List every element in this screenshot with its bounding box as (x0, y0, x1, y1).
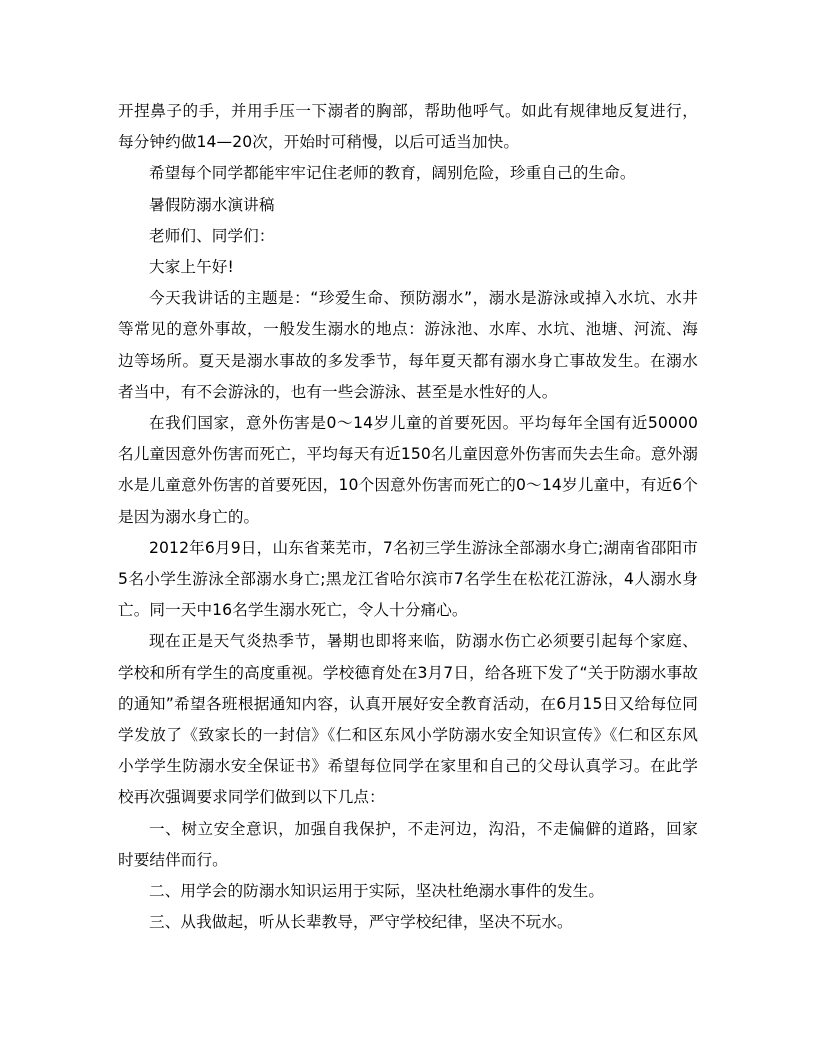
paragraph-incident: 2012年6月9日，山东省莱芜市，7名初三学生游泳全部溺水身亡;湖南省邵阳市5名小学生游泳全部溺水身亡;黑龙江省哈尔滨市7名学生在松花江游泳，4人溺水身亡。同一天中16名学生溺水死亡，令人十分痛心。 (118, 538, 698, 620)
speech-title: 暑假防溺水演讲稿 (149, 195, 275, 214)
paragraph-statistics: 在我们国家，意外伤害是0～14岁儿童的首要死因。平均每年全国有近50000名儿童因意外伤害而死亡，平均每天有近150名儿童因意外伤害而失去生命。意外溺水是儿童意外伤害的首要死因，10个因意外伤害而死亡的0～14岁儿童中，有近6个是因为溺水身亡的。 (118, 414, 698, 526)
paragraph-school-measures: 现在正是天气炎热季节，暑期也即将来临，防溺水伤亡必须要引起每个家庭、学校和所有学生的高度重视。学校德育处在3月7日，给各班下发了“关于防溺水事故的通知”希望各班根据通知内容，认真开展好安全教育活动，在6月15日又给每位同学发放了《致家长的一封信》《仁和区东风小学防溺水安全知识宣传》《仁和区东风小学学生防溺水安全保证书》希望每位同学在家里和自己的父母认真学习。在此学校再次强调要求同学们做到以下几点： (118, 632, 698, 807)
salutation: 老师们、同学们： (149, 226, 275, 245)
list-item-2: 二、用学会的防溺水知识运用于实际，坚决杜绝溺水事件的发生。 (149, 882, 605, 901)
list-item-1: 一、树立安全意识，加强自我保护，不走河边，沟沿，不走偏僻的道路，回家时要结伴而行。 (118, 819, 698, 869)
paragraph-rescue-breathing: 开捏鼻子的手，并用手压一下溺者的胸部，帮助他呼气。如此有规律地反复进行，每分钟约做14—20次，开始时可稍慢，以后可适当加快。 (118, 102, 698, 152)
document-page (118, 96, 698, 938)
paragraph-closing-hope: 希望每个同学都能牢牢记住老师的教育，阔别危险，珍重自己的生命。 (149, 164, 636, 183)
greeting: 大家上午好! (149, 258, 234, 277)
list-item-3: 三、从我做起，听从长辈教导，严守学校纪律，坚决不玩水。 (149, 913, 573, 932)
paragraph-topic: 今天我讲话的主题是：“珍爱生命、预防溺水”，溺水是游泳或掉入水坑、水井等常见的意外事故，一般发生溺水的地点：游泳池、水库、水坑、池塘、河流、海边等场所。夏天是溺水事故的多发季节，每年夏天都有溺水身亡事故发生。在溺水者当中，有不会游泳的，也有一些会游泳、甚至是水性好的人。 (118, 289, 698, 401)
